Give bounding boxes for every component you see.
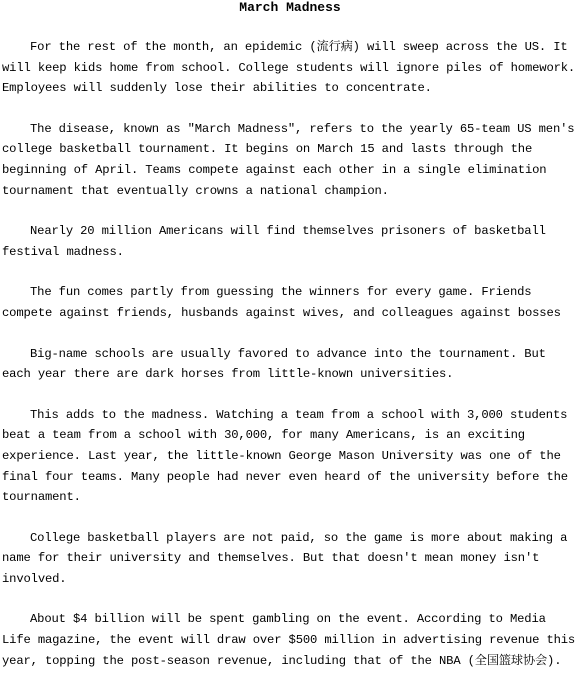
paragraph-8: About $4 billion will be spent gambling on the event. According to Media Life magazine, the event will draw over $500 million in advertising revenue this year, topping the post-season revenue, including that of the NBA (全国篮球协会). <box>2 612 576 668</box>
paragraph-7: College basketball players are not paid, so the game is more about making a name for their university and themselves. But that doesn't mean money isn't involved. <box>2 530 568 586</box>
paragraph-2: The disease, known as "March Madness", refers to the yearly 65-team US men's college basketball tournament. It begins on March 15 and lasts through the beginning of April. Teams compete against each other in a single elimination tournament that eventually crowns a national champion. <box>2 121 575 198</box>
paragraph-3: Nearly 20 million Americans will find themselves prisoners of basketball festival madness. <box>2 224 546 259</box>
paragraph-4: The fun comes partly from guessing the winners for every game. Friends compete against friends, husbands against wives, and colleagues against bosses <box>2 285 561 320</box>
article-title: March Madness <box>239 0 341 15</box>
paragraph-5: Big-name schools are usually favored to advance into the tournament. But each year there are dark horses from little-known universities. <box>2 346 546 382</box>
paragraph-6: This adds to the madness. Watching a team from a school with 3,000 students beat a team from a school with 30,000, for many Americans, is an exciting experience. Last year, the little-known George Mason University was one of the final four teams. Many people had never even heard of the university before the tournament. <box>2 407 568 505</box>
paragraph-1: For the rest of the month, an epidemic (流行病) will sweep across the US. It will keep kids home from school. College students will ignore piles of homework. Employees will suddenly lose their abilities to concentrate. <box>2 40 576 96</box>
